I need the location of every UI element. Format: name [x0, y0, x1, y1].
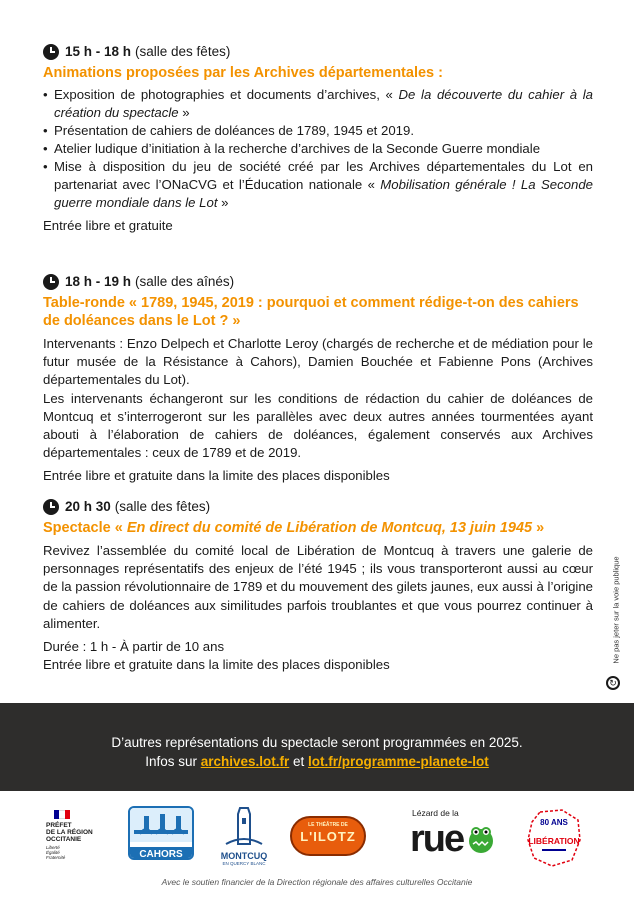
montcuq-logo: MONTCUQ EN QUERCY BLANC: [214, 804, 274, 868]
time-line: [43, 273, 593, 291]
clock-icon: [43, 274, 59, 290]
event-venue: (salle des fêtes): [114, 499, 211, 514]
liberation-logo: 80 ANS LIBÉRATION: [522, 806, 586, 870]
event-time: 18 h - 19 h: [65, 274, 132, 289]
side-note: Ne pas jeter sur la voie publique: [611, 556, 621, 664]
admission-note: Entrée libre et gratuite dans la limite des places disponibles: [43, 657, 390, 673]
event-heading: Spectacle « En direct du comité de Libération de Montcuq, 13 juin 1945 »: [43, 520, 545, 536]
band-text: D’autres représentations du spectacle seront programmées en 2025.: [111, 735, 523, 750]
list-item: • Exposition de photographies et documents d’archives, « De la découverte du cahier à la création du spectacle »: [43, 86, 593, 122]
footer-credit: Avec le soutien financier de la Direction régionale des affaires culturelles Occitanie: [161, 877, 473, 887]
programme-link[interactable]: lot.fr/programme-planete-lot: [308, 754, 489, 769]
event-section-1: [43, 43, 593, 235]
bridge-icon: [130, 808, 192, 842]
tower-icon: [224, 804, 264, 846]
lizard-icon: [466, 824, 496, 854]
recycle-icon: ↻: [606, 676, 620, 690]
event-venue: (salle des fêtes): [135, 44, 231, 59]
band-links: Infos sur archives.lot.fr et lot.fr/programme-planete-lot: [145, 754, 489, 769]
list-item: • Présentation de cahiers de doléances de 1789, 1945 et 2019.: [43, 122, 593, 140]
event-time: 15 h - 18 h: [65, 44, 132, 59]
event-venue: (salle des aînés): [135, 274, 235, 289]
prefet-logo: PRÉFET DE LA RÉGION OCCITANIE Liberté Égalité Fraternité: [46, 810, 116, 870]
info-band: [0, 703, 634, 791]
lezard-logo: Lézard de la rue: [410, 808, 502, 870]
description-paragraph: Revivez l’assemblée du comité local de Libération de Montcuq à travers une galerie de personnages représentatifs des enjeux de l’été 1945 ; ils vous transporteront aussi au cœur de la passion révolutionnaire de 1789 et du mouvement des gilets jaunes, eux aussi à l’origine de cahiers de doléances aux similitudes parfois troublantes et que vous pourrez continuer à alimenter.: [43, 543, 593, 631]
clock-icon: [43, 44, 59, 60]
cahors-logo: CAHORS: [128, 806, 194, 860]
clock-icon: [43, 499, 59, 515]
event-section-3: [43, 498, 593, 674]
partner-logos: [0, 800, 634, 875]
list-item: • Mise à disposition du jeu de société créé par les Archives départementales du Lot en partenariat avec l’ONaCVG et l’Éducation nationale « Mobilisation générale ! La Seconde guerre mondiale dans le Lot »: [43, 158, 593, 212]
lilotz-logo: LE THÉÂTRE DE L'ILOTZ: [290, 816, 366, 856]
activity-list: [43, 86, 593, 212]
description-paragraph: Les intervenants échangeront sur les conditions de rédaction du cahier de doléances de Montcuq et s’interrogeront sur les parallèles avec deux autres années tourmentées ayant abouti à l’élaboration de cahiers de doléances, également conservés aux Archives départementales : ceux de 1789 et de 2019.: [43, 390, 593, 461]
archives-link[interactable]: archives.lot.fr: [200, 754, 290, 769]
event-section-2: [43, 273, 593, 485]
list-item: • Atelier ludique d’initiation à la recherche d’archives de la Seconde Guerre mondiale: [43, 140, 593, 158]
event-heading: Table-ronde « 1789, 1945, 2019 : pourquoi et comment rédige-t-on des cahiers de doléances dans le Lot ? »: [43, 295, 579, 329]
time-line: [43, 498, 593, 516]
time-line: [43, 43, 593, 61]
admission-note: Entrée libre et gratuite dans la limite des places disponibles: [43, 468, 390, 484]
event-time: 20 h 30: [65, 499, 111, 514]
speakers-paragraph: Intervenants : Enzo Delpech et Charlotte Leroy (chargés de recherche et de médiation pour le futur musée de la Résistance à Cahors), Damien Bouchée et Fabienne Pons (Archives départementales du Lot).: [43, 336, 593, 388]
admission-note: Entrée libre et gratuite: [43, 218, 173, 233]
duration-note: Durée : 1 h - À partir de 10 ans: [43, 639, 225, 655]
event-heading: Animations proposées par les Archives départementales :: [43, 65, 443, 81]
